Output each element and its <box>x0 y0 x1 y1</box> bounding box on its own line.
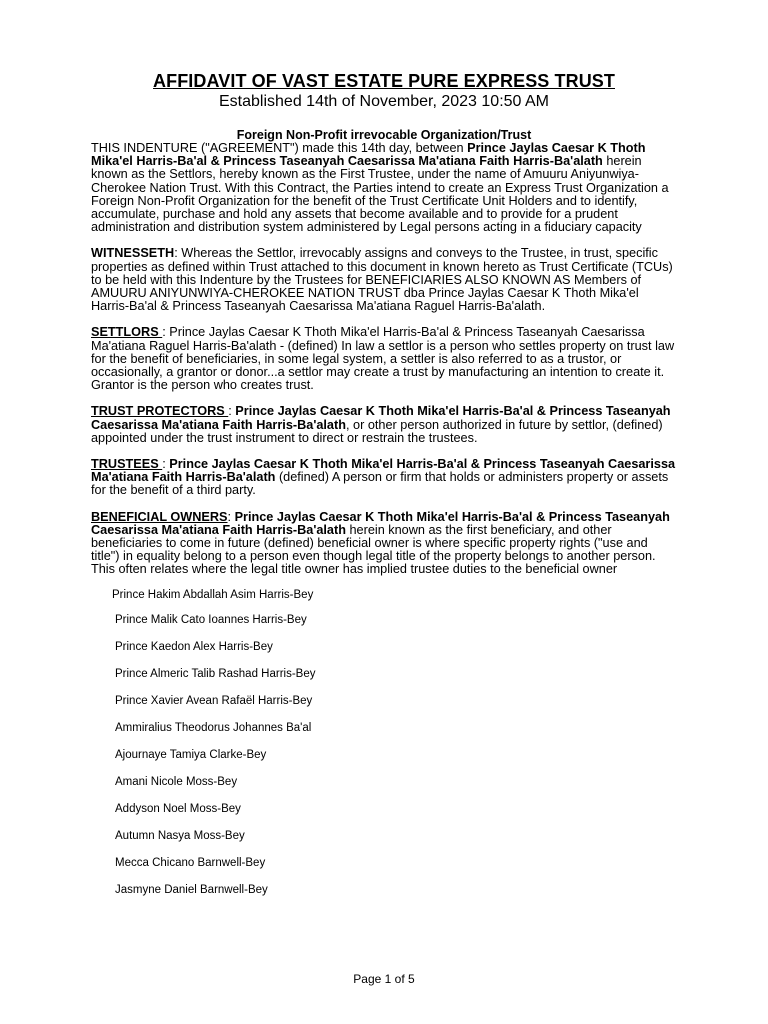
beneficial-owners-paragraph <box>91 511 677 577</box>
beneficiary-item: Mecca Chicano Barnwell-Bey <box>115 856 266 869</box>
document-subtitle: Established 14th of November, 2023 10:50 AM <box>219 93 549 110</box>
org-heading: Foreign Non-Profit irrevocable Organization/Trust <box>236 128 532 142</box>
beneficiary-item: Prince Malik Cato Ioannes Harris-Bey <box>115 613 307 626</box>
beneficiary-item: Prince Kaedon Alex Harris-Bey <box>115 640 273 653</box>
witnesseth-paragraph <box>91 247 677 313</box>
witnesseth-text: : Whereas the Settlor, irrevocably assigns and conveys to the Trustee, in trust, specific properties as defined within Trust attached to this document in known hereto as Trust Certificate (TCUs) to be held with this Indenture by the Trustees for BENEFICIARIES ALSO KNOWN AS Members of AMUURU ANIYUNWIYA-CHEROKEE NATION TRUST dba Prince Jaylas Caesar K Thoth Mika'el Harris-Ba'al & Princess Taseanyah Caesarissa Ma'atiana Raguel Harris-Ba'alath. <box>91 246 673 314</box>
settlors-text: : Prince Jaylas Caesar K Thoth Mika'el Harris-Ba'al & Princess Taseanyah Caesarissa Ma'atiana Raguel Harris-Ba'alath - (defined) In law a settlor is a person who settles property on trust law for the benefit of beneficiaries, in some legal system, a settler is also referred to as a trustor, or occasionally, a grantor or donor...a settlor may create a trust by manufacturing an intention to create it. Grantor is the person who creates trust. <box>91 325 675 393</box>
beneficiaries-list <box>112 588 677 910</box>
beneficiary-item: Jasmyne Daniel Barnwell-Bey <box>115 883 268 896</box>
trustees-label: TRUSTEES <box>91 457 163 472</box>
settlors-paragraph <box>91 326 677 392</box>
indenture-parties: Prince Jaylas Caesar K Thoth Mika'el Harris-Ba'al & Princess Taseanyah Caesarissa Ma'atiana Faith Harris-Ba'alath <box>91 141 646 169</box>
beneficiary-item: Prince Xavier Avean Rafaël Harris-Bey <box>115 694 313 707</box>
beneficial-owners-text: herein known as the first beneficiary, and other beneficiaries to come in future (defined) beneficial owner is where specific property rights ("use and title") in equality belong to a person even though legal title of the property belongs to another person. This often relates where the legal title owner has implied trustee duties to the beneficial owner <box>91 522 656 577</box>
trust-protectors-paragraph <box>91 405 677 445</box>
beneficiary-item: Autumn Nasya Moss-Bey <box>115 829 245 842</box>
beneficial-owners-label: BENEFICIAL OWNERS <box>91 509 228 524</box>
trust-protectors-label: TRUST PROTECTORS <box>91 404 229 419</box>
document-page <box>91 70 677 910</box>
indenture-text-end: herein known as the Settlors, hereby known as the First Trustee, under the name of Amuuru Aniyunwiya-Cherokee Nation Trust. With this Contract, the Parties intend to create an Express Trust Organization a Foreign Non-Profit Organization for the benefit of the Trust Certificate Unit Holders and to identify, accumulate, purchase and hold any assets that become available and to provide for a prudent administration and distribution system administered by Legal persons acting in a fiduciary capacity <box>91 154 669 235</box>
beneficiary-item: Ajournaye Tamiya Clarke-Bey <box>115 748 267 761</box>
beneficiary-item: Prince Almeric Talib Rashad Harris-Bey <box>115 667 316 680</box>
document-title: AFFIDAVIT OF VAST ESTATE PURE EXPRESS TRUST <box>153 71 615 91</box>
trustees-text: (defined) A person or firm that holds or administers property or assets for the benefit of a third party. <box>91 470 669 498</box>
trustees-paragraph <box>91 458 677 498</box>
beneficiary-item: Prince Hakim Abdallah Asim Harris-Bey <box>112 588 314 601</box>
trustees-sep: : <box>162 457 170 472</box>
trust-protectors-sep: : <box>228 404 236 419</box>
witnesseth-label: WITNESSETH <box>91 246 175 261</box>
page-number: Page 1 of 5 <box>353 972 415 986</box>
beneficial-owners-names: Prince Jaylas Caesar K Thoth Mika'el Harris-Ba'al & Princess Taseanyah Caesarissa Ma'atiana Faith Harris-Ba'alath <box>91 509 670 537</box>
beneficiary-item: Addyson Noel Moss-Bey <box>115 802 241 815</box>
trustees-names: Prince Jaylas Caesar K Thoth Mika'el Harris-Ba'al & Princess Taseanyah Caesarissa Ma'atiana Faith Harris-Ba'alath <box>91 457 676 485</box>
indenture-paragraph <box>91 142 677 234</box>
trust-protectors-text: , or other person authorized in future by settlor, (defined) appointed under the trust instrument to direct or restrain the trustees. <box>91 417 663 445</box>
settlors-label: SETTLORS <box>91 325 163 340</box>
trust-protectors-names: Prince Jaylas Caesar K Thoth Mika'el Harris-Ba'al & Princess Taseanyah Caesarissa Ma'atiana Faith Harris-Ba'alath <box>91 404 671 432</box>
beneficiary-item: Ammiralius Theodorus Johannes Ba'al <box>115 721 312 734</box>
beneficiary-item: Amani Nicole Moss-Bey <box>115 775 238 788</box>
beneficial-owners-sep: : <box>227 509 235 524</box>
indenture-text-start: THIS INDENTURE ("AGREEMENT") made this 14th day, between <box>91 141 468 155</box>
